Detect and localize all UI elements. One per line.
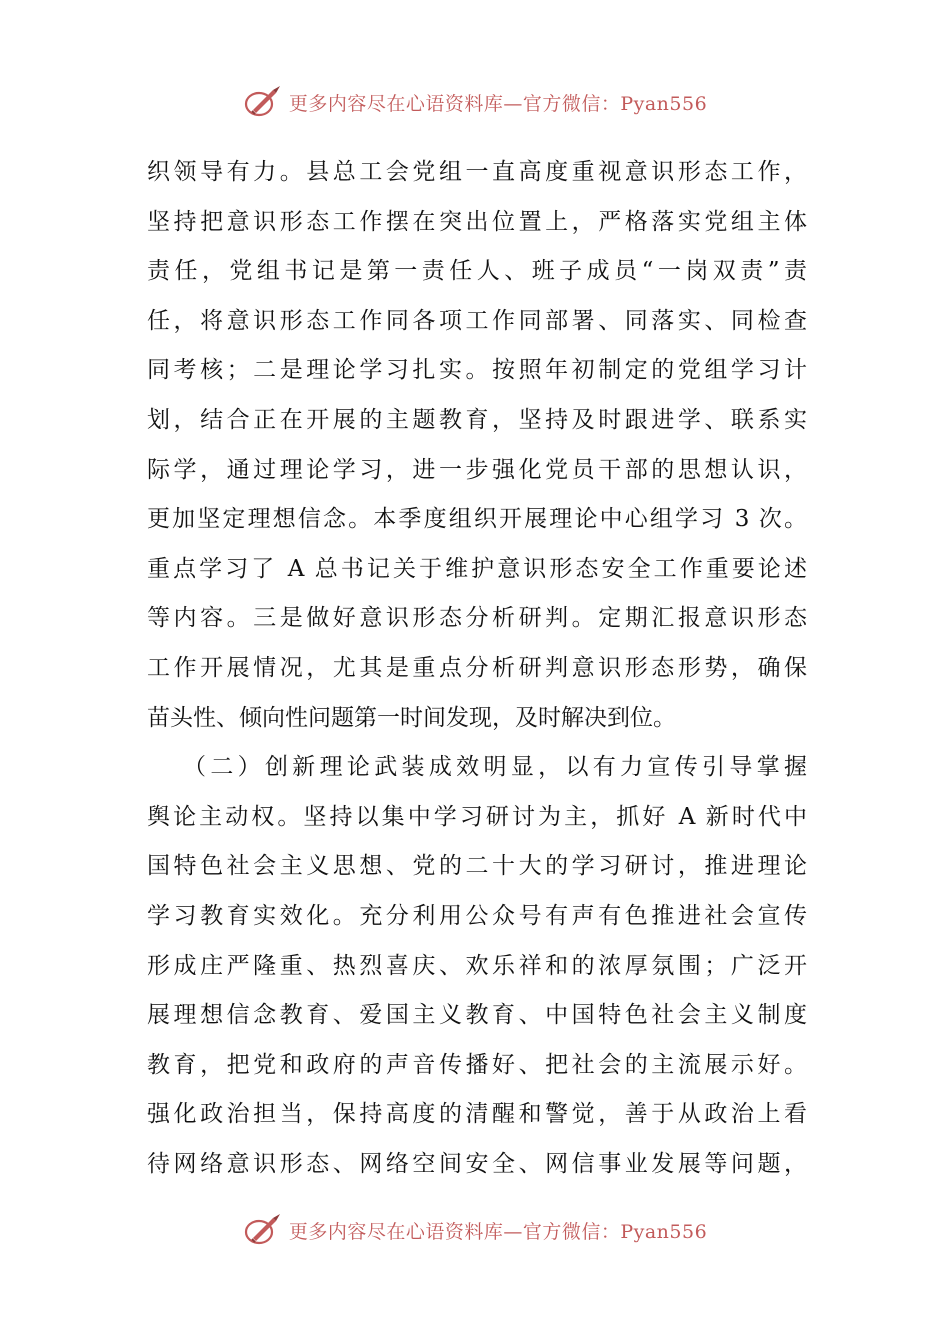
body-line: 织领导有力。县总工会党组一直高度重视意识形态工作， <box>147 159 807 185</box>
body-line: 舆论主动权。坚持以集中学习研讨为主，抓好 A 新时代中 <box>147 803 807 830</box>
body-line: 苗头性、倾向性问题第一时间发现，及时解决到位。 <box>147 704 676 731</box>
quill-logo-icon <box>243 1212 283 1248</box>
body-line: 待网络意识形态、网络空间安全、网信事业发展等问题， <box>147 1150 807 1177</box>
body-line: 工作开展情况，尤其是重点分析研判意识形态形势，确保 <box>147 654 807 681</box>
section-heading-line: （二）创新理论武装成效明显，以有力宣传引导掌握 <box>183 754 807 781</box>
header-banner <box>0 82 950 122</box>
body-line: 国特色社会主义思想、党的二十大的学习研讨，推进理论 <box>147 853 807 880</box>
body-line: 展理想信念教育、爱国主义教育、中国特色社会主义制度 <box>147 1002 807 1029</box>
body-line: 更加坚定理想信念。本季度组织开展理论中心组学习 3 次。 <box>147 506 807 533</box>
body-line: 责任，党组书记是第一责任人、班子成员“一岗双责”责 <box>147 258 807 285</box>
body-line: 教育，把党和政府的声音传播好、把社会的主流展示好。 <box>147 1051 807 1078</box>
body-line: 划，结合正在开展的主题教育，坚持及时跟进学、联系实 <box>147 406 807 433</box>
body-line: 坚持把意识形态工作摆在突出位置上，严格落实党组主体 <box>147 208 807 235</box>
body-line: 形成庄严隆重、热烈喜庆、欢乐祥和的浓厚氛围；广泛开 <box>147 952 807 979</box>
body-line: 学习教育实效化。充分利用公众号有声有色推进社会宣传 <box>147 902 807 929</box>
body-line: 强化政治担当，保持高度的清醒和警觉，善于从政治上看 <box>147 1101 807 1128</box>
footer-banner-text: 更多内容尽在心语资料库—官方微信：Pyan556 <box>288 1220 708 1243</box>
quill-logo-icon <box>243 84 283 120</box>
body-line: 重点学习了 A 总书记关于维护意识形态安全工作重要论述 <box>147 555 807 582</box>
body-line: 等内容。三是做好意识形态分析研判。定期汇报意识形态 <box>147 605 807 632</box>
footer-banner <box>0 1210 950 1250</box>
body-line: 任，将意识形态工作同各项工作同部署、同落实、同检查 <box>147 307 807 334</box>
body-line: 际学，通过理论学习，进一步强化党员干部的思想认识， <box>147 456 807 483</box>
body-line: 同考核；二是理论学习扎实。按照年初制定的党组学习计 <box>147 357 807 384</box>
document-body <box>147 148 807 1189</box>
header-banner-text: 更多内容尽在心语资料库—官方微信：Pyan556 <box>288 92 708 115</box>
